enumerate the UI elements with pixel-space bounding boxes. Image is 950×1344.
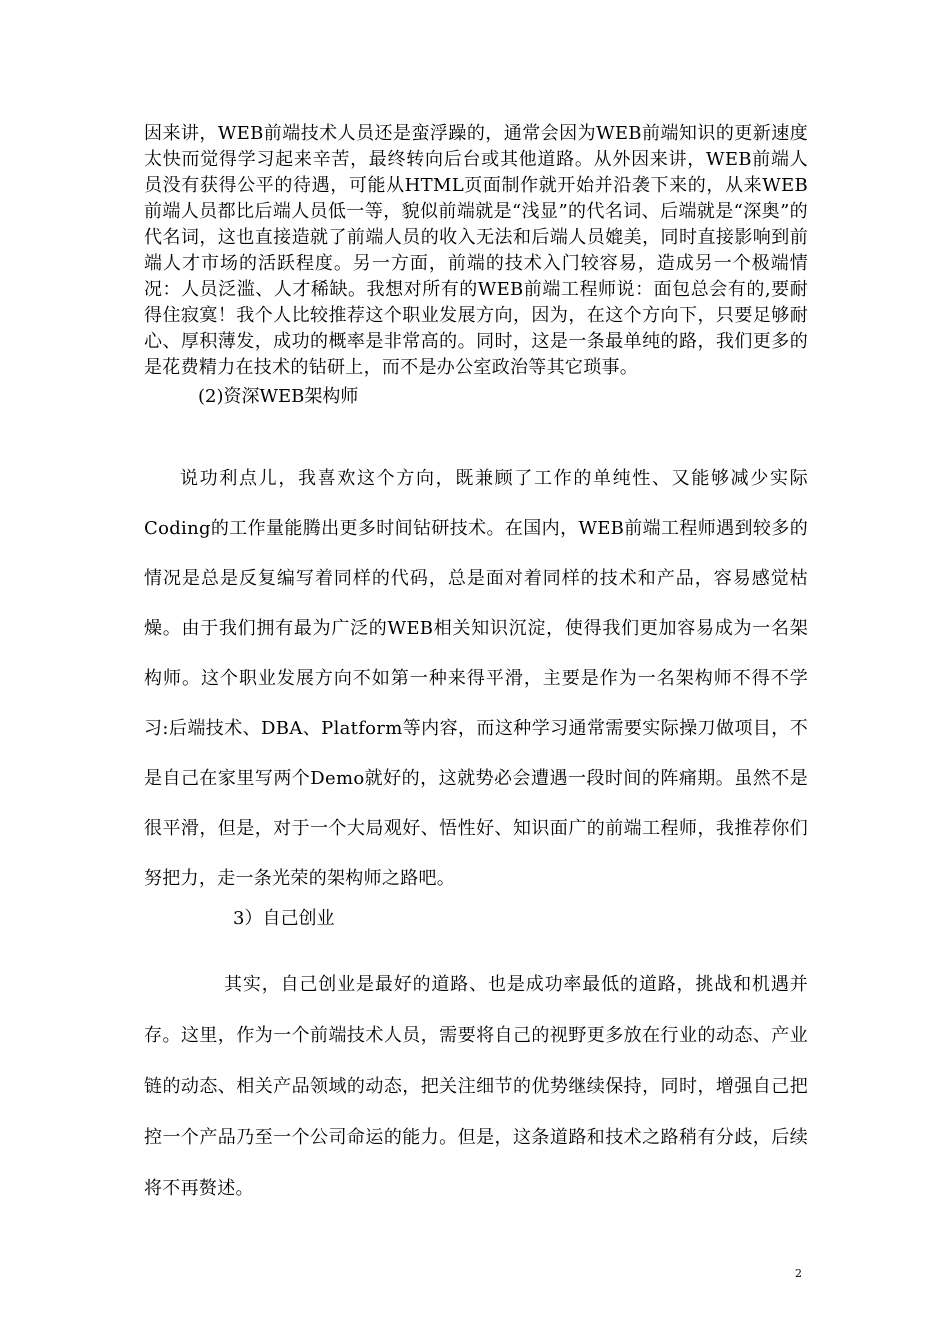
section-heading-senior-web-architect: (2)资深WEB架构师 [198,386,359,407]
body-paragraph-1: 因来讲，WEB前端技术人员还是蛮浮躁的，通常会因为WEB前端知识的更新速度太快而觉得学习起来辛苦，最终转向后台或其他道路。从外因来讲，WEB前端人员没有获得公平的待遇，可能从HTML页面制作就开始并沿袭下来的，从来WEB前端人员都比后端人员低一等，貌似前端就是“浅显”的代名词、后端就是“深奥”的代名词，这也直接造就了前端人员的收入无法和后端人员媲美，同时直接影响到前端人才市场的活跃程度。另一方面，前端的技术入门较容易，造成另一个极端情况：人员泛滥、人才稀缺。我想对所有的WEB前端工程师说：面包总会有的,要耐得住寂寞！我个人比较推荐这个职业发展方向，因为，在这个方向下，只要足够耐心、厚积薄发，成功的概率是非常高的。同时，这是一条最单纯的路，我们更多的是花费精力在技术的钻研上，而不是办公室政治等其它琐事。 [144,123,808,378]
page-number: 2 [795,1267,802,1280]
body-paragraph-3: 其实，自己创业是最好的道路、也是成功率最低的道路，挑战和机遇并存。这里，作为一个前端技术人员，需要将自己的视野更多放在行业的动态、产业链的动态、相关产品领域的动态，把关注细节的优势继续保持，同时，增强自己把控一个产品乃至一个公司命运的能力。但是，这条道路和技术之路稍有分歧，后续将不再赘述。 [144,974,808,1199]
section-heading-entrepreneurship: 3）自己创业 [233,908,335,929]
body-paragraph-2: 说功利点儿，我喜欢这个方向，既兼顾了工作的单纯性、又能够减少实际Coding的工作量能腾出更多时间钻研技术。在国内，WEB前端工程师遇到较多的情况是总是反复编写着同样的代码，总是面对着同样的技术和产品，容易感觉枯燥。由于我们拥有最为广泛的WEB相关知识沉淀，使得我们更加容易成为一名架构师。这个职业发展方向不如第一种来得平滑，主要是作为一名架构师不得不学习:后端技术、DBA、Platform等内容，而这种学习通常需要实际操刀做项目，不是自己在家里写两个Demo就好的，这就势必会遭遇一段时间的阵痛期。虽然不是很平滑，但是，对于一个大局观好、悟性好、知识面广的前端工程师，我推荐你们努把力，走一条光荣的架构师之路吧。 [144,468,808,889]
